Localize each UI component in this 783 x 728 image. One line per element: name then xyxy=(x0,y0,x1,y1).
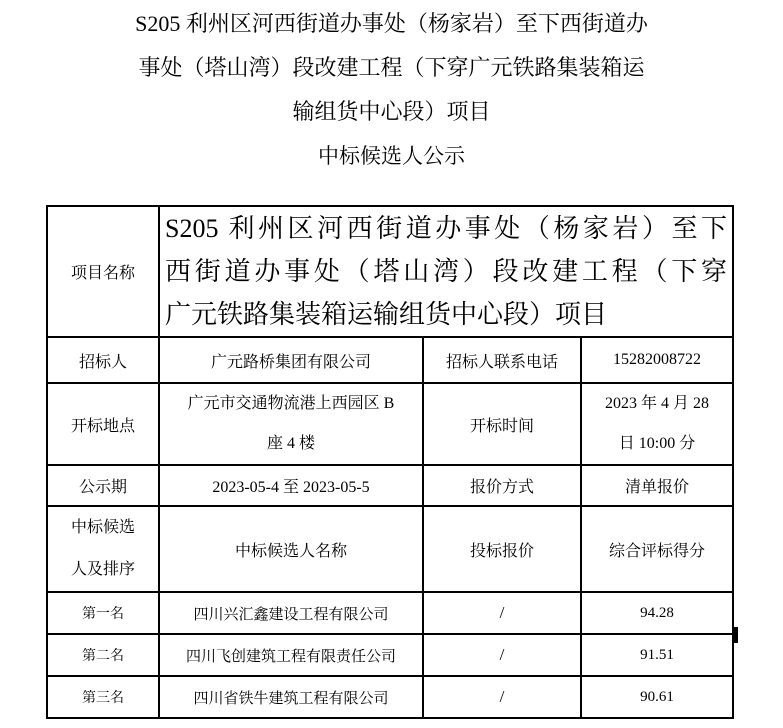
candidates-rank-label-line-1: 中标候选 xyxy=(70,519,135,536)
text-cursor-artifact xyxy=(734,627,738,643)
project-name-line-1: S205 利州区河西街道办事处（杨家岩）至下 xyxy=(165,214,728,243)
candidate-3-rank: 第三名 xyxy=(47,676,159,718)
opening-place-label: 开标地点 xyxy=(47,383,159,465)
bid-announcement-table xyxy=(46,205,734,719)
candidates-bid-header: 投标报价 xyxy=(423,506,581,592)
project-name-line-3: 广元铁路集装箱运输组货中心段）项目 xyxy=(165,300,608,329)
project-name-line-2: 西街道办事处（塔山湾）段改建工程（下穿 xyxy=(165,257,728,286)
opening-time-label: 开标时间 xyxy=(423,383,581,465)
opening-place-line-2: 座 4 楼 xyxy=(266,435,315,452)
candidate-1-name: 四川兴汇鑫建设工程有限公司 xyxy=(159,592,423,634)
opening-place-value xyxy=(159,383,423,465)
row-project-name xyxy=(47,206,733,337)
table-row-candidate-3 xyxy=(47,676,733,718)
candidate-1-score: 94.28 xyxy=(581,592,733,634)
candidate-2-name: 四川飞创建筑工程有限责任公司 xyxy=(159,634,423,676)
candidates-rank-label xyxy=(47,506,159,592)
bidder-label: 招标人 xyxy=(47,337,159,383)
table-row-candidate-2 xyxy=(47,634,733,676)
pricing-method-value: 清单报价 xyxy=(581,465,733,506)
candidate-3-name: 四川省铁牛建筑工程有限公司 xyxy=(159,676,423,718)
project-name-value xyxy=(159,206,733,337)
row-bidder xyxy=(47,337,733,383)
doc-title-line-2: 事处（塔山湾）段改建工程（下穿广元铁路集装箱运 xyxy=(138,55,645,80)
candidate-3-bid: / xyxy=(423,676,581,718)
row-publicity xyxy=(47,465,733,506)
bidder-phone-label: 招标人联系电话 xyxy=(423,337,581,383)
doc-subtitle: 中标候选人公示 xyxy=(318,144,465,168)
doc-title-line-3: 输组货中心段）项目 xyxy=(292,99,491,124)
opening-time-value xyxy=(581,383,733,465)
bidder-value: 广元路桥集团有限公司 xyxy=(159,337,423,383)
opening-place-line-1: 广元市交通物流港上西园区 B xyxy=(187,395,395,412)
candidate-1-rank: 第一名 xyxy=(47,592,159,634)
publicity-value: 2023-05-4 至 2023-05-5 xyxy=(159,465,423,506)
project-name-label: 项目名称 xyxy=(47,206,159,337)
candidates-score-header: 综合评标得分 xyxy=(581,506,733,592)
bidder-phone-value: 15282008722 xyxy=(581,337,733,383)
candidate-2-bid: / xyxy=(423,634,581,676)
opening-time-line-2: 日 10:00 分 xyxy=(618,435,696,452)
candidate-3-score: 90.61 xyxy=(581,676,733,718)
row-opening xyxy=(47,383,733,465)
candidates-rank-label-line-2: 人及排序 xyxy=(70,561,135,578)
candidate-1-bid: / xyxy=(423,592,581,634)
opening-time-line-1: 2023 年 4 月 28 xyxy=(605,395,710,412)
table-row-candidate-1 xyxy=(47,592,733,634)
row-candidates-header xyxy=(47,506,733,592)
candidate-2-rank: 第二名 xyxy=(47,634,159,676)
document-title-block xyxy=(0,2,783,178)
doc-title-line-1: S205 利州区河西街道办事处（杨家岩）至下西街道办 xyxy=(135,11,648,36)
pricing-method-label: 报价方式 xyxy=(423,465,581,506)
publicity-label: 公示期 xyxy=(47,465,159,506)
candidates-name-header: 中标候选人名称 xyxy=(159,506,423,592)
candidate-2-score: 91.51 xyxy=(581,634,733,676)
